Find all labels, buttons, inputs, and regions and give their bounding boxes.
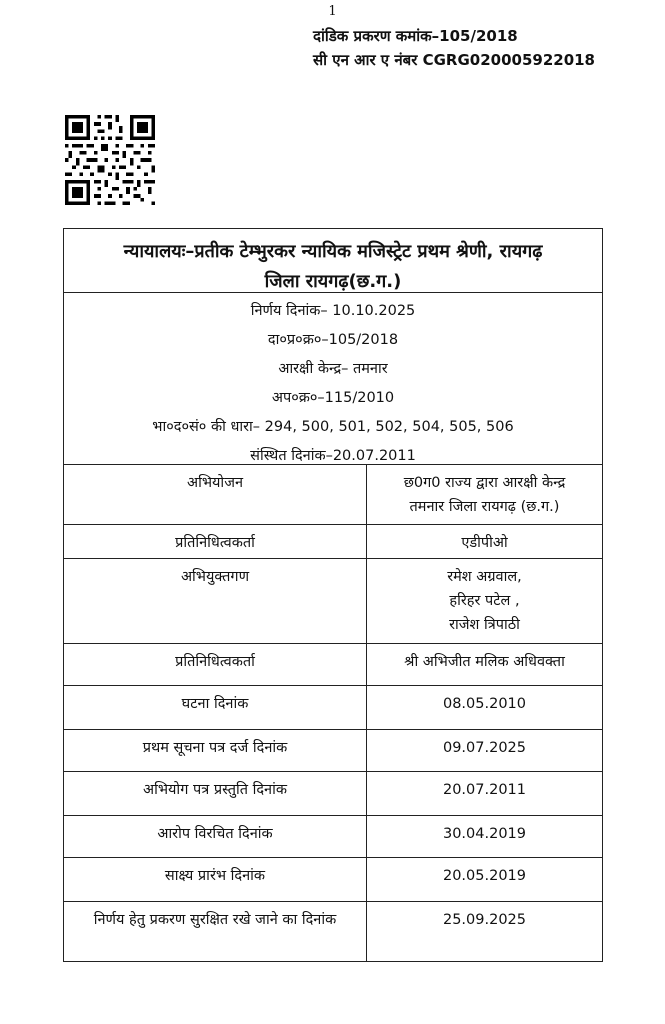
table-row (64, 686, 602, 730)
table-row (64, 644, 602, 686)
police-station: आरक्षी केन्द्र– तमनार (278, 361, 388, 377)
row-label: निर्णय हेतु प्रकरण सुरक्षित रखे जाने का दिनांक (64, 902, 367, 961)
value-line: तमनार जिला रायगढ़ (छ.ग.) (409, 499, 560, 515)
table-row (64, 559, 602, 644)
row-value (367, 525, 602, 558)
crime-number: अप०क्र०–115/2010 (271, 390, 395, 406)
qr-code-icon (65, 115, 155, 205)
case-number-line: दांडिक प्रकरण कमांक–105/2018 (313, 27, 518, 45)
row-label: आरोप विरचित दिनांक (64, 816, 367, 857)
court-district-line: जिला रायगढ़(छ.ग.) (264, 271, 402, 292)
judgment-date: निर्णय दिनांक– 10.10.2025 (250, 303, 416, 319)
row-value (367, 816, 602, 857)
value-line: हरिहर पटेल , (449, 593, 520, 609)
judgment-header-table (63, 228, 603, 962)
row-label: साक्ष्य प्रारंभ दिनांक (64, 858, 367, 901)
ipc-sections: भा०द०सं० की धारा– 294, 500, 501, 502, 504, 505, 506 (152, 419, 514, 435)
page-number: 1 (328, 4, 337, 19)
row-value (367, 772, 602, 815)
row-label: घटना दिनांक (64, 686, 367, 729)
table-row (64, 772, 602, 816)
value-line: 30.04.2019 (442, 826, 527, 842)
row-label: अभियोजन (64, 465, 367, 524)
row-value (367, 902, 602, 961)
row-value (367, 858, 602, 901)
table-row (64, 902, 602, 961)
court-title (64, 229, 602, 293)
table-row (64, 816, 602, 858)
case-number: दा०प्र०क्र०–105/2018 (267, 332, 399, 348)
value-line: एडीपीओ (461, 535, 508, 551)
case-header (313, 24, 595, 72)
row-value (367, 730, 602, 771)
value-line: 08.05.2010 (442, 696, 527, 712)
row-value (367, 559, 602, 643)
table-row (64, 525, 602, 559)
value-line: राजेश त्रिपाठी (449, 617, 520, 633)
value-line: 25.09.2025 (442, 912, 527, 928)
institution-date: संस्थित दिनांक–20.07.2011 (250, 448, 416, 464)
value-line: 20.07.2011 (442, 782, 527, 798)
cnr-number-line: सी एन आर ए नंबर CGRG020005922018 (313, 51, 595, 69)
value-line: 20.05.2019 (442, 868, 527, 884)
value-line: श्री अभिजीत मलिक अधिवक्ता (404, 654, 565, 670)
value-line: छ0ग0 राज्य द्वारा आरक्षी केन्द्र (403, 475, 566, 491)
row-label: प्रतिनिधित्वकर्ता (64, 525, 367, 558)
row-value (367, 686, 602, 729)
table-row (64, 858, 602, 902)
value-line: 09.07.2025 (442, 740, 527, 756)
row-value (367, 644, 602, 685)
value-line: रमेश अग्रवाल, (447, 569, 522, 585)
court-title-line: न्यायालयः–प्रतीक टेम्भुरकर न्यायिक मजिस्ट्रेट प्रथम श्रेणी, रायगढ़ (123, 241, 543, 262)
row-label: प्रतिनिधित्वकर्ता (64, 644, 367, 685)
row-label: प्रथम सूचना पत्र दर्ज दिनांक (64, 730, 367, 771)
row-label: अभियुक्तगण (64, 559, 367, 643)
case-info-block (64, 293, 602, 465)
table-row (64, 465, 602, 525)
row-value (367, 465, 602, 524)
row-label: अभियोग पत्र प्रस्तुति दिनांक (64, 772, 367, 815)
table-row (64, 730, 602, 772)
